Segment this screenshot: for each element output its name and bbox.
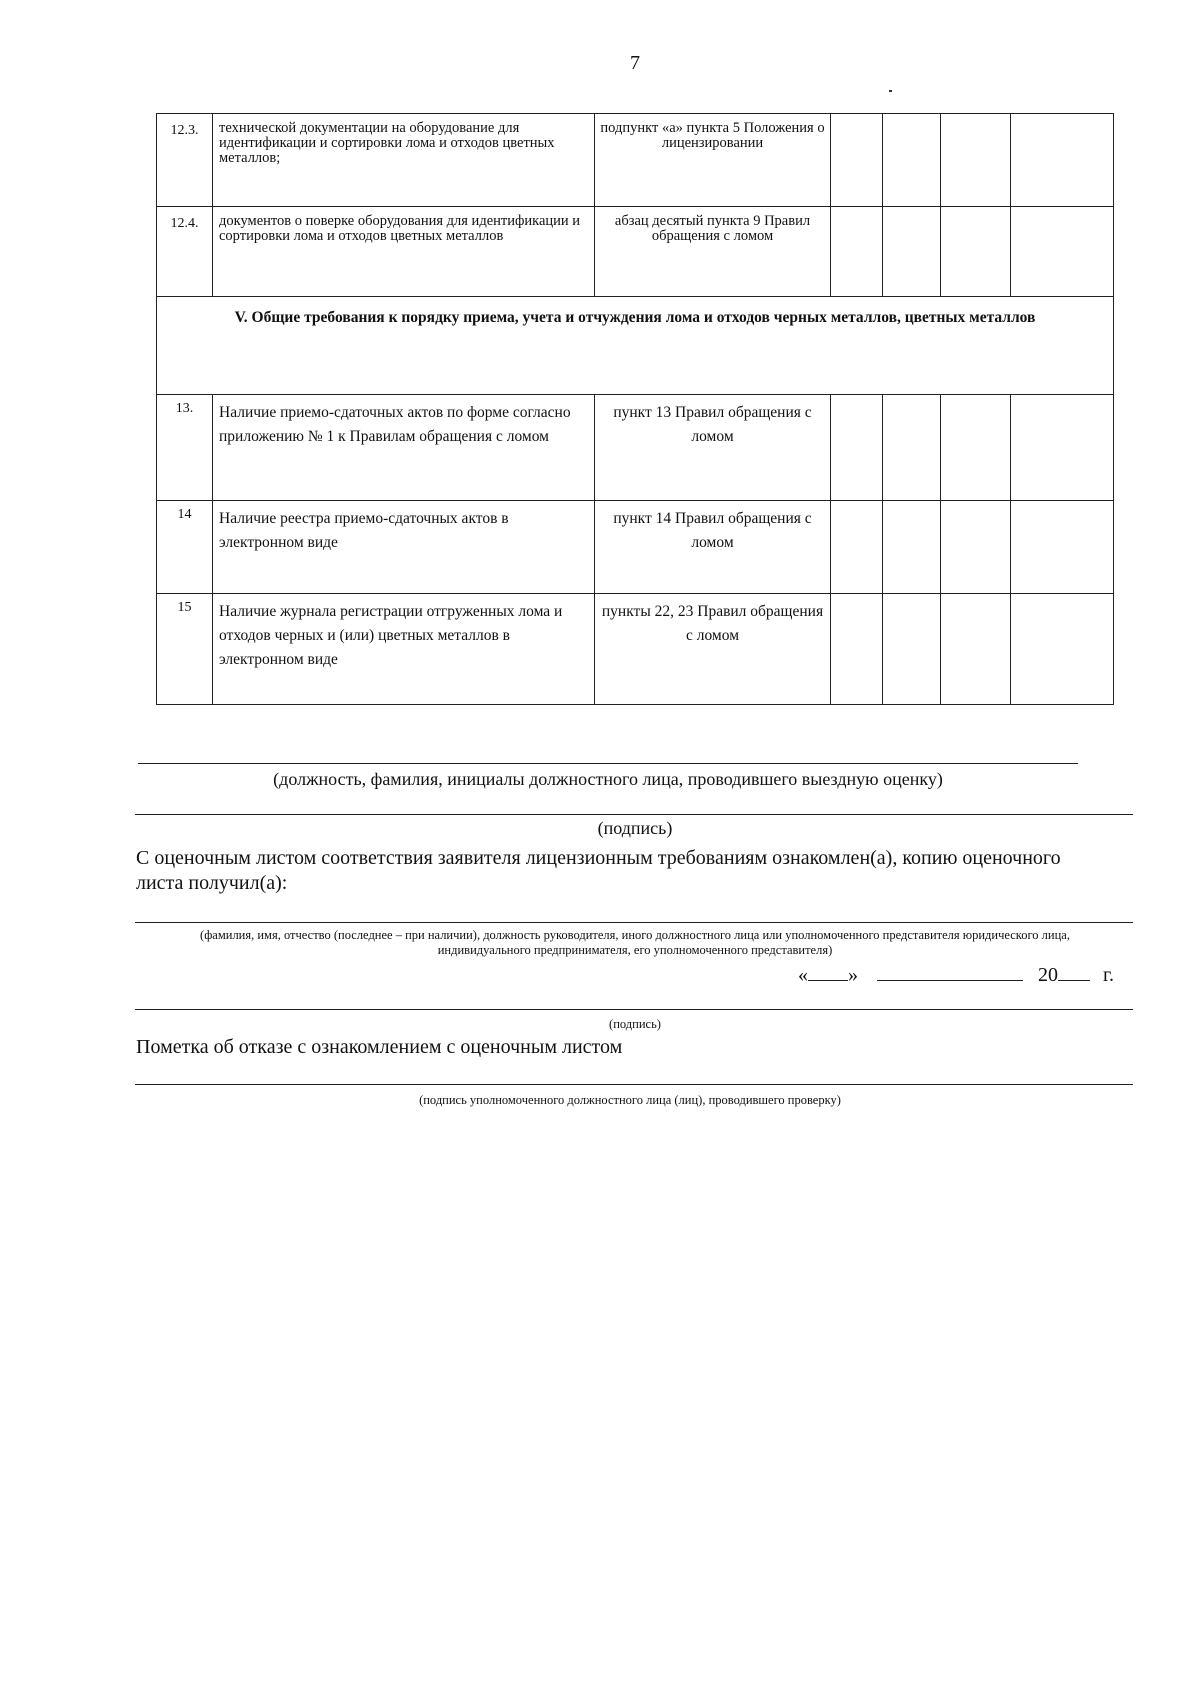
section-title: V. Общие требования к порядку приема, учета и отчуждения лома и отходов черных металлов, цветных металлов xyxy=(157,297,1114,395)
legal-reference: подпункт «а» пункта 5 Положения о лицензировании xyxy=(595,114,831,207)
table-row xyxy=(157,395,1114,501)
official-line xyxy=(138,763,1078,764)
month-blank xyxy=(877,964,1023,981)
table-row xyxy=(157,501,1114,594)
answer-cell xyxy=(941,501,1011,594)
table-row xyxy=(157,594,1114,705)
note-cell xyxy=(1011,594,1114,705)
signature-caption: (подпись) xyxy=(597,818,673,838)
row-number: 15 xyxy=(157,594,213,705)
answer-cell xyxy=(883,114,941,207)
day-blank xyxy=(808,964,848,981)
signature-line xyxy=(135,814,1133,815)
answer-cell xyxy=(941,207,1011,297)
note-cell xyxy=(1011,114,1114,207)
legal-reference: пункт 14 Правил обращения с ломом xyxy=(595,501,831,594)
refusal-note: Пометка об отказе с ознакомлением с оценочным листом xyxy=(136,1036,623,1058)
second-signature-line xyxy=(135,1009,1133,1010)
note-cell xyxy=(1011,395,1114,501)
year-suffix: г. xyxy=(1103,964,1114,986)
official-caption: (должность, фамилия, инициалы должностного лица, проводившего выездную оценку) xyxy=(273,769,943,789)
answer-cell xyxy=(831,501,883,594)
row-number: 12.3. xyxy=(157,114,213,207)
table-row xyxy=(157,207,1114,297)
requirement-text: Наличие реестра приемо-сдаточных актов в электронном виде xyxy=(213,501,595,594)
answer-cell xyxy=(883,207,941,297)
acknowledgment-text: С оценочным листом соответствия заявителя лицензионным требованиям ознакомлен(а), копию оценочного листа получил(а): xyxy=(136,847,1061,894)
date-close-quote: » xyxy=(848,964,858,986)
date-open-quote: « xyxy=(798,964,808,986)
answer-cell xyxy=(831,395,883,501)
answer-cell xyxy=(883,501,941,594)
requirement-text: Наличие журнала регистрации отгруженных лома и отходов черных и (или) цветных металлов в электронном виде xyxy=(213,594,595,705)
answer-cell xyxy=(831,114,883,207)
legal-reference: пункт 13 Правил обращения с ломом xyxy=(595,395,831,501)
answer-cell xyxy=(831,207,883,297)
page-number: 7 xyxy=(630,52,640,74)
refusal-line xyxy=(135,1084,1133,1085)
note-cell xyxy=(1011,501,1114,594)
answer-cell xyxy=(883,395,941,501)
table-row xyxy=(157,114,1114,207)
row-number: 14 xyxy=(157,501,213,594)
row-number: 13. xyxy=(157,395,213,501)
requirement-text: технической документации на оборудование для идентификации и сортировки лома и отходов цветных металлов; xyxy=(213,114,595,207)
signature-caption-small: (подпись) xyxy=(609,1017,661,1031)
legal-reference: пункты 22, 23 Правил обращения с ломом xyxy=(595,594,831,705)
date-line xyxy=(798,964,1114,987)
checklist-table xyxy=(156,113,1114,705)
answer-cell xyxy=(941,395,1011,501)
requirement-text: Наличие приемо-сдаточных актов по форме согласно приложению № 1 к Правилам обращения с ломом xyxy=(213,395,595,501)
answer-cell xyxy=(941,114,1011,207)
representative-line xyxy=(135,922,1133,923)
answer-cell xyxy=(883,594,941,705)
row-number: 12.4. xyxy=(157,207,213,297)
refusal-caption: (подпись уполномоченного должностного лица (лиц), проводившего проверку) xyxy=(419,1093,841,1107)
representative-caption: (фамилия, имя, отчество (последнее – при наличии), должность руководителя, иного должностного лица или уполномоченного представителя юридического лица, индивидуального предпринимателя, его уполномоченного представителя) xyxy=(200,928,1070,957)
note-cell xyxy=(1011,207,1114,297)
answer-cell xyxy=(831,594,883,705)
scan-dot xyxy=(889,90,892,92)
legal-reference: абзац десятый пункта 9 Правил обращения с ломом xyxy=(595,207,831,297)
requirement-text: документов о поверке оборудования для идентификации и сортировки лома и отходов цветных металлов xyxy=(213,207,595,297)
section-row xyxy=(157,297,1114,395)
year-blank xyxy=(1058,964,1090,981)
answer-cell xyxy=(941,594,1011,705)
year-prefix: 20 xyxy=(1038,964,1058,986)
